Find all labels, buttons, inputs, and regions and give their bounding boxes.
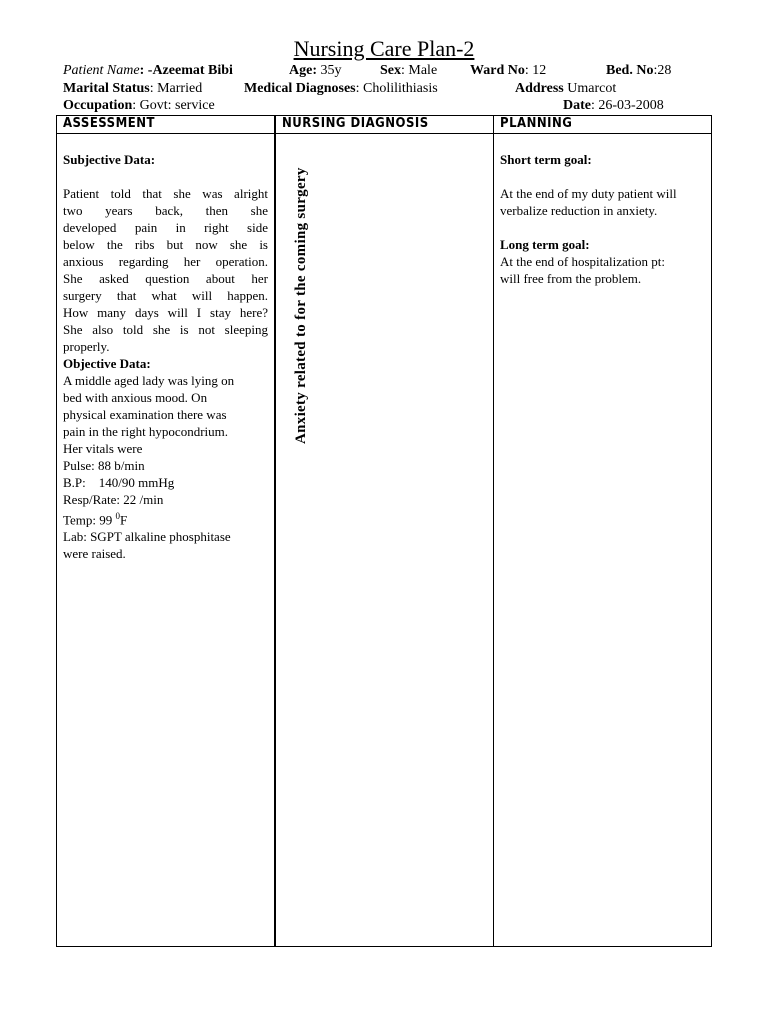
- short-term-line: verbalize reduction in anxiety.: [500, 203, 658, 218]
- assessment-cell: [57, 151, 274, 562]
- short-term-heading: Short term goal:: [500, 152, 592, 167]
- diagnosis-header: NURSING DIAGNOSIS: [276, 116, 493, 134]
- subjective-line: She also told she is not sleeping: [63, 322, 268, 337]
- ward-value: 12: [532, 63, 547, 78]
- sex-field: Sex: Male: [380, 63, 438, 78]
- sex-value: Male: [408, 63, 438, 78]
- subjective-line: developed pain in right side: [63, 220, 268, 235]
- objective-line: A middle aged lady was lying on: [63, 373, 235, 388]
- subjective-line: anxious regarding her operation.: [63, 254, 268, 269]
- marital-field: Marital Status: Married: [63, 81, 203, 96]
- date-value: 26-03-2008: [598, 98, 664, 113]
- sex-label: Sex: [380, 63, 401, 78]
- subjective-line: How many days will I stay here?: [63, 305, 268, 320]
- objective-text: [63, 372, 268, 562]
- long-term-line: At the end of hospitalization pt:: [500, 254, 665, 269]
- subjective-line: below the ribs but now she is: [63, 237, 268, 252]
- subjective-line: She asked question about her: [63, 271, 268, 286]
- assessment-column: [57, 116, 276, 946]
- occupation-field: Occupation: Govt: service: [63, 98, 215, 113]
- patient-name-value: -Azeemat Bibi: [147, 63, 233, 78]
- ward-label: Ward No: [470, 63, 525, 78]
- long-term-heading: Long term goal:: [500, 237, 590, 252]
- patient-name-label: Patient Name: [63, 63, 140, 78]
- lab-line: Lab: SGPT alkaline phosphitase: [63, 529, 231, 545]
- assessment-header: ASSESSMENT: [57, 116, 274, 134]
- short-term-line: At the end of my duty patient will: [500, 186, 677, 201]
- occupation-value: Govt: service: [139, 98, 215, 113]
- subjective-line: surgery that what will happen.: [63, 288, 268, 303]
- page-title: Nursing Care Plan-2: [293, 36, 475, 61]
- objective-line: pain in the right hypocondrium.: [63, 424, 229, 439]
- temp-degree: 0: [115, 511, 121, 521]
- objective-line: physical examination there was: [63, 407, 227, 422]
- address-label: Address: [515, 81, 564, 96]
- age-label: Age: [289, 63, 313, 78]
- header-row-2: [63, 80, 713, 97]
- pulse-line: Pulse: 88 b/min: [63, 458, 145, 473]
- patient-name-field: Patient Name: -Azeemat Bibi: [63, 63, 233, 78]
- subjective-heading: Subjective Data:: [63, 152, 156, 167]
- subjective-line: two years back, then she: [63, 203, 268, 218]
- long-term-line: will free from the problem.: [500, 271, 642, 286]
- lab-line: were raised.: [63, 546, 126, 562]
- bp-line: B.P: 140/90 mmHg: [63, 475, 175, 490]
- objective-line: bed with anxious mood. On: [63, 390, 208, 405]
- diagnoses-value: Cholilithiasis: [363, 81, 438, 96]
- care-plan-table: [56, 115, 712, 947]
- resp-line: Resp/Rate: 22 /min: [63, 492, 164, 507]
- planning-cell: [494, 151, 711, 287]
- age-field: Age: 35y: [289, 63, 342, 78]
- address-field: [515, 80, 616, 97]
- marital-value: Married: [157, 81, 203, 96]
- date-field: Date: 26-03-2008: [563, 98, 664, 113]
- planning-column: [494, 116, 711, 946]
- bed-value: 28: [657, 63, 672, 78]
- bed-label: Bed. No: [606, 63, 654, 78]
- temp-line: [63, 508, 268, 528]
- header-row-1: [63, 62, 713, 79]
- occupation-label: Occupation: [63, 98, 133, 113]
- ward-field: Ward No: 12: [470, 63, 547, 78]
- bed-field: Bed. No:28: [606, 63, 672, 78]
- diagnoses-label: Medical Diagnoses: [244, 81, 356, 96]
- temp-prefix: Temp: 99: [63, 512, 116, 528]
- objective-heading: Objective Data:: [63, 356, 151, 371]
- date-label: Date: [563, 98, 591, 113]
- subjective-last-line: properly.: [63, 339, 110, 354]
- planning-header: PLANNING: [494, 116, 711, 134]
- temp-unit: F: [120, 512, 128, 528]
- subjective-line: Patient told that she was alright: [63, 186, 268, 201]
- objective-line: Her vitals were: [63, 441, 143, 456]
- long-term-text: [500, 253, 705, 287]
- header-row-3: [63, 97, 713, 114]
- short-term-text: [500, 185, 705, 219]
- diagnosis-column: [276, 116, 494, 946]
- address-value: Umarcot: [567, 81, 617, 96]
- subjective-text: [63, 185, 268, 338]
- nursing-diagnosis-text: Anxiety related to for the coming surgery: [293, 167, 309, 444]
- diagnoses-field: Medical Diagnoses: Cholilithiasis: [244, 81, 438, 96]
- age-value: 35y: [320, 63, 342, 78]
- marital-label: Marital Status: [63, 81, 150, 96]
